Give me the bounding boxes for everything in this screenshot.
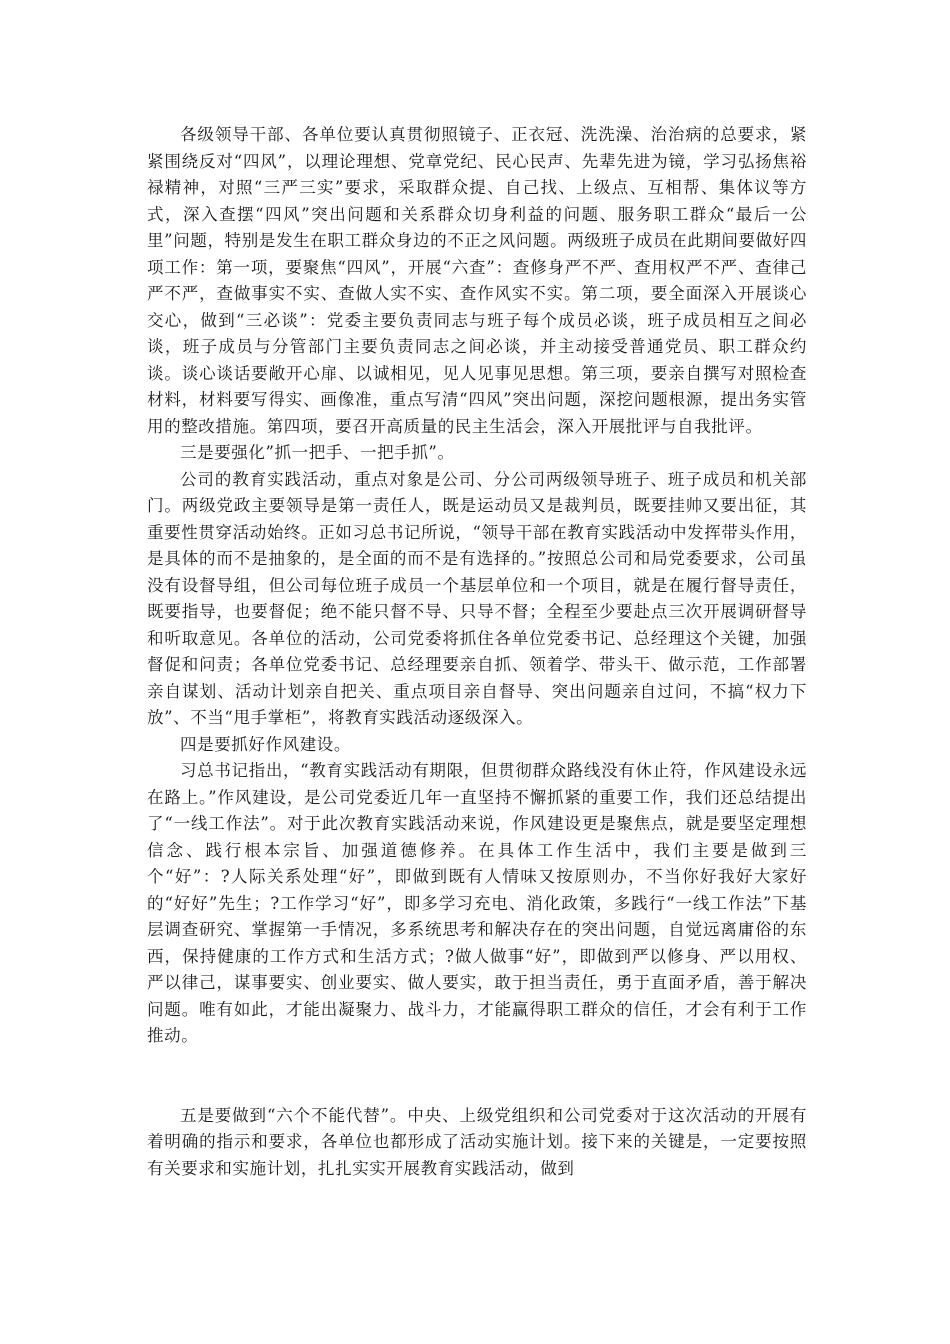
document-page bbox=[147, 122, 807, 1182]
paragraph-work-style: 习总书记指出，“教育实践活动有期限，但贯彻群众路线没有休止符，作风建设永远在路上。”作风建设，是公司党委近几年一直坚持不懈抓紧的重要工作，我们还总结提出了“一线工作法”。对于此次教育实践活动来说，作风建设更是聚焦点，就是要坚定理想信念、践行根本宗旨、加强道德修养。在具体工作生活中，我们主要是做到三个“好”：?人际关系处理“好”，即做到既有人情味又按原则办，不当你好我好大家好的“好好”先生；?工作学习“好”，即多学习充电、消化政策，多践行“一线工作法”下基层调查研究、掌握第一手情况，多系统思考和解决存在的突出问题，自觉远离庸俗的东西，保持健康的工作方式和生活方式；?做人做事“好”，即做到严以修身、严以用权、严以律己，谋事要实、创业要实、做人要实，敢于担当责任，勇于直面矛盾，善于解决问题。唯有如此，才能出凝聚力、战斗力，才能赢得职工群众的信任，才会有利于工作推动。 bbox=[147, 761, 807, 1045]
paragraph-spacer bbox=[147, 1050, 807, 1103]
heading-point-three: 三是要强化”抓一把手、一把手抓”。 bbox=[180, 443, 455, 462]
paragraph-self-examination: 各级领导干部、各单位要认真贯彻照镜子、正衣冠、洗洗澡、治治病的总要求，紧紧围绕反对“四风”，以理论理想、党章党纪、民心民声、先辈先进为镜，学习弘扬焦裕禄精神，对照“三严三实”要求，采取群众提、自己找、上级点、互相帮、集体议等方式，深入查摆“四风”突出问题和关系群众切身利益的问题、服务职工群众“最后一公里”问题，特别是发生在职工群众身边的不正之风问题。两级班子成员在此期间要做好四项工作：第一项，要聚焦“四风”，开展“六查”：查修身严不严、查用权严不严、查律己严不严，查做事实不实、查做人实不实、查作风实不实。第二项，要全面深入开展谈心交心，做到“三必谈”：党委主要负责同志与班子每个成员必谈，班子成员相互之间必谈，班子成员与分管部门主要负责同志之间必谈，并主动接受普通党员、职工群众约谈。谈心谈话要敞开心扉、以诚相见，见人见事见思想。第三项，要亲自撰写对照检查材料，材料要写得实、画像准，重点写清“四风”突出问题，深挖问题根源，提出务实管用的整改措施。第四项，要召开高质量的民主生活会，深入开展批评与自我批评。 bbox=[147, 125, 807, 436]
heading-point-four: 四是要抓好作风建设。 bbox=[180, 734, 351, 754]
paragraph-point-five: 五是要做到“六个不能代替”。中央、上级党组织和公司党委对于这次活动的开展有着明确的指示和要求，各单位也都形成了活动实施计划。接下来的关键是，一定要按照有关要求和实施计划，扎扎实实开展教育实践活动，做到 bbox=[147, 1105, 807, 1178]
paragraph-leadership-responsibility: 公司的教育实践活动，重点对象是公司、分公司两级领导班子、班子成员和机关部门。两级党政主要领导是第一责任人，既是运动员又是裁判员，既要挂帅又要出征，其重要性贯穿活动始终。正如习总书记所说，“领导干部在教育实践活动中发挥带头作用，是具体的而不是抽象的，是全面的而不是有选择的。”按照总公司和局党委要求，公司虽没有设督导组，但公司每位班子成员一个基层单位和一个项目，就是在履行督导责任，既要指导，也要督促；绝不能只督不导、只导不督；全程至少要赴点三次开展调研督导和听取意见。各单位的活动，公司党委将抓住各单位党委书记、总经理这个关键，加强督促和问责；各单位党委书记、总经理要亲自抓、领着学、带头干、做示范，工作部署亲自谋划、活动计划亲自把关、重点项目亲自督导、突出问题亲自过问，不搞“权力下放”、不当“甩手掌柜”，将教育实践活动逐级深入。 bbox=[147, 469, 807, 727]
